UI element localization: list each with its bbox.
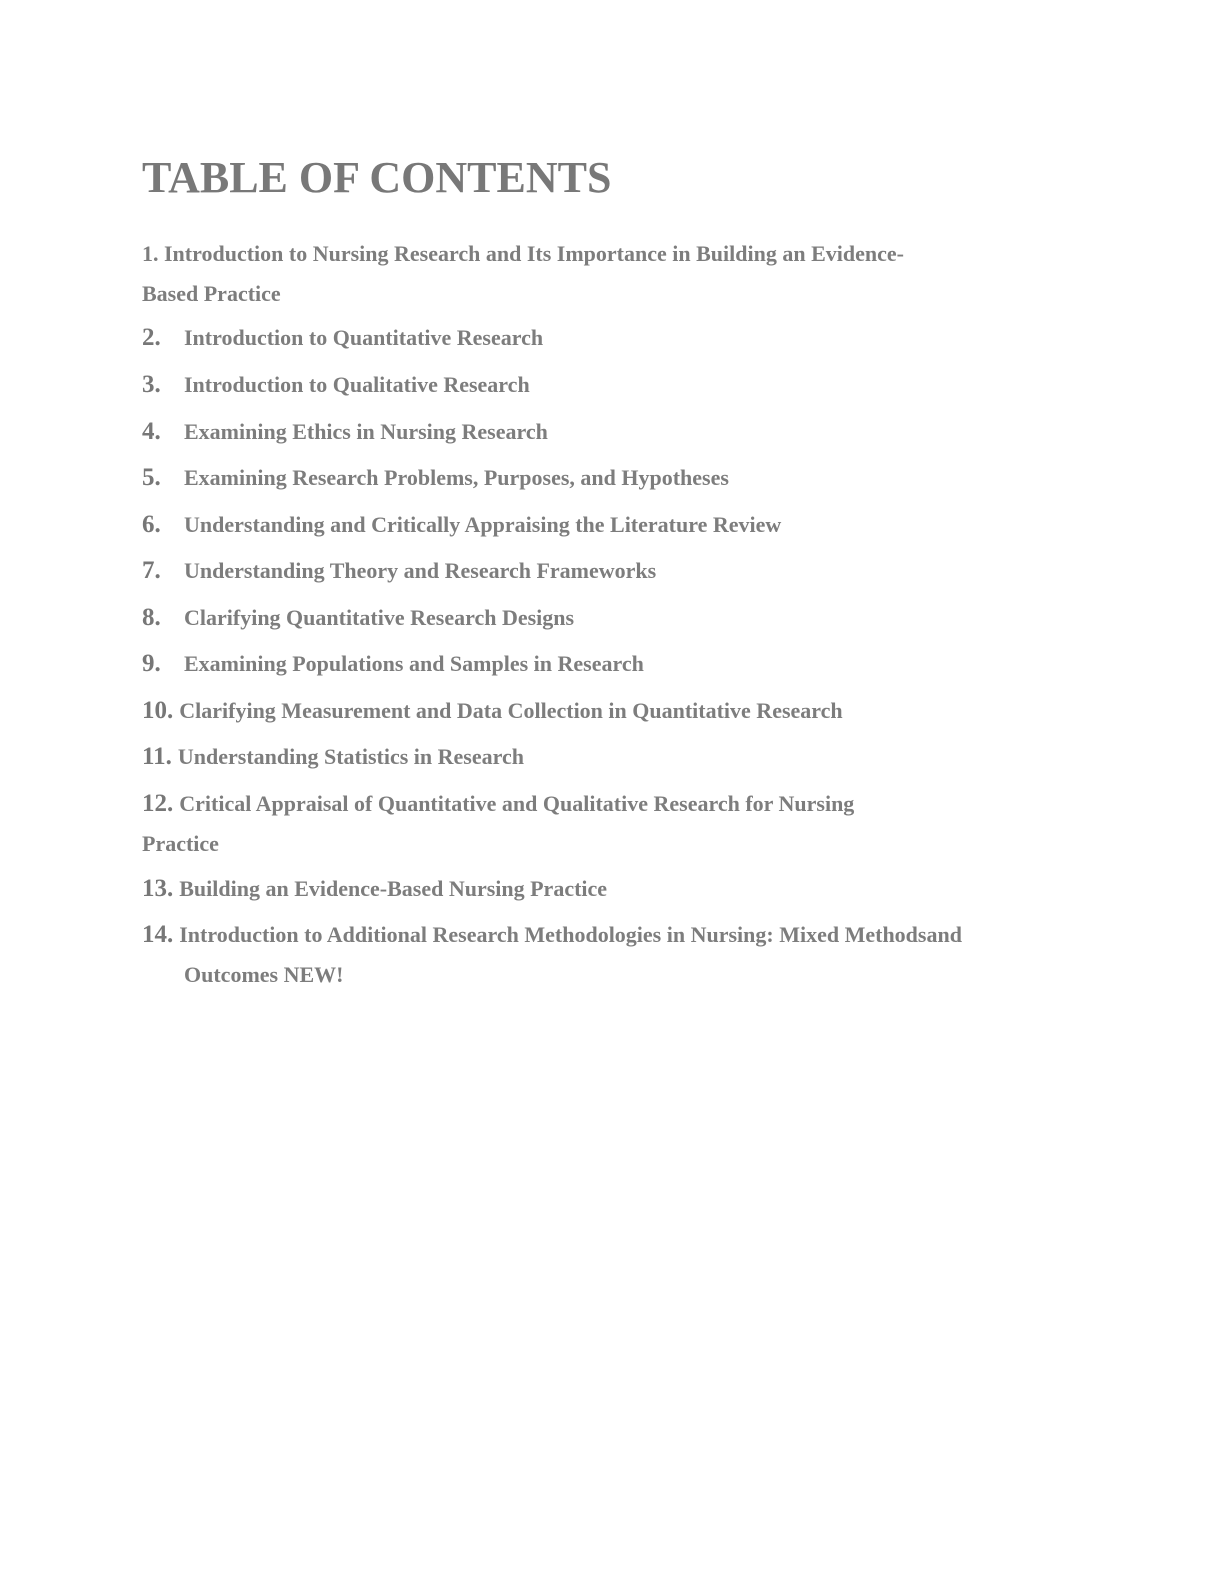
toc-entry-4-text: Examining Ethics in Nursing Research (184, 419, 548, 444)
toc-entry-5-text: Examining Research Problems, Purposes, and Hypotheses (184, 465, 729, 490)
toc-entry-12-text: Critical Appraisal of Quantitative and Qualitative Research for Nursing (179, 791, 855, 816)
toc-entry-6-number: 6. (142, 511, 161, 538)
toc-entry-5 (142, 458, 729, 498)
toc-entry-14 (142, 915, 962, 995)
toc-entry-7 (142, 551, 656, 591)
toc-entry-11 (142, 737, 524, 777)
toc-entry-6 (142, 505, 781, 545)
toc-entry-4-number: 4. (142, 418, 161, 445)
page-title: TABLE OF CONTENTS (142, 153, 612, 202)
toc-entry-6-text: Understanding and Critically Appraising the Literature Review (184, 512, 782, 537)
toc-entry-8-number: 8. (142, 604, 161, 631)
toc-entry-2-number: 2. (142, 324, 161, 351)
toc-entry-13-number: 13. (142, 875, 174, 902)
toc-entry-4 (142, 412, 548, 452)
toc-entry-7-number: 7. (142, 557, 161, 584)
toc-entry-3 (142, 365, 530, 405)
toc-entry-10-text: Clarifying Measurement and Data Collection in Quantitative Research (179, 698, 843, 723)
toc-entry-8-text: Clarifying Quantitative Research Designs (184, 605, 575, 630)
toc-entry-10-number: 10. (142, 697, 174, 724)
toc-entry-1-number: 1. (142, 241, 159, 266)
toc-entry-9 (142, 644, 644, 684)
toc-entry-11-number: 11. (142, 743, 172, 770)
toc-entry-9-text: Examining Populations and Samples in Research (184, 651, 644, 676)
toc-entry-2 (142, 318, 543, 358)
toc-entry-1-line-2: Based Practice (142, 281, 281, 306)
toc-entry-1-line-1 (142, 234, 904, 274)
toc-entry-12 (142, 784, 854, 864)
toc-entry-13-text: Building an Evidence-Based Nursing Practice (179, 876, 608, 901)
toc-entry-14-number: 14. (142, 921, 174, 948)
toc-entry-8 (142, 598, 574, 638)
toc-entry-3-number: 3. (142, 371, 161, 398)
toc-entry-14-line-2: Outcomes NEW! (184, 962, 344, 987)
toc-entry-1 (142, 234, 904, 314)
toc-entry-7-text: Understanding Theory and Research Frameworks (184, 558, 657, 583)
toc-entry-9-number: 9. (142, 650, 161, 677)
toc-entry-14-text: Introduction to Additional Research Methodologies in Nursing: Mixed Methodsand (179, 922, 962, 947)
toc-entry-12-line-2: Practice (142, 831, 219, 856)
toc-entry-5-number: 5. (142, 464, 161, 491)
toc-entry-12-number: 12. (142, 790, 174, 817)
toc-entry-1-text: Introduction to Nursing Research and Its Importance in Building an Evidence- (164, 241, 904, 266)
toc-entry-13 (142, 869, 607, 909)
toc-entry-10 (142, 691, 843, 731)
toc-entry-11-text: Understanding Statistics in Research (177, 744, 524, 769)
toc-entry-3-text: Introduction to Qualitative Research (184, 372, 530, 397)
toc-entry-2-text: Introduction to Quantitative Research (184, 325, 544, 350)
